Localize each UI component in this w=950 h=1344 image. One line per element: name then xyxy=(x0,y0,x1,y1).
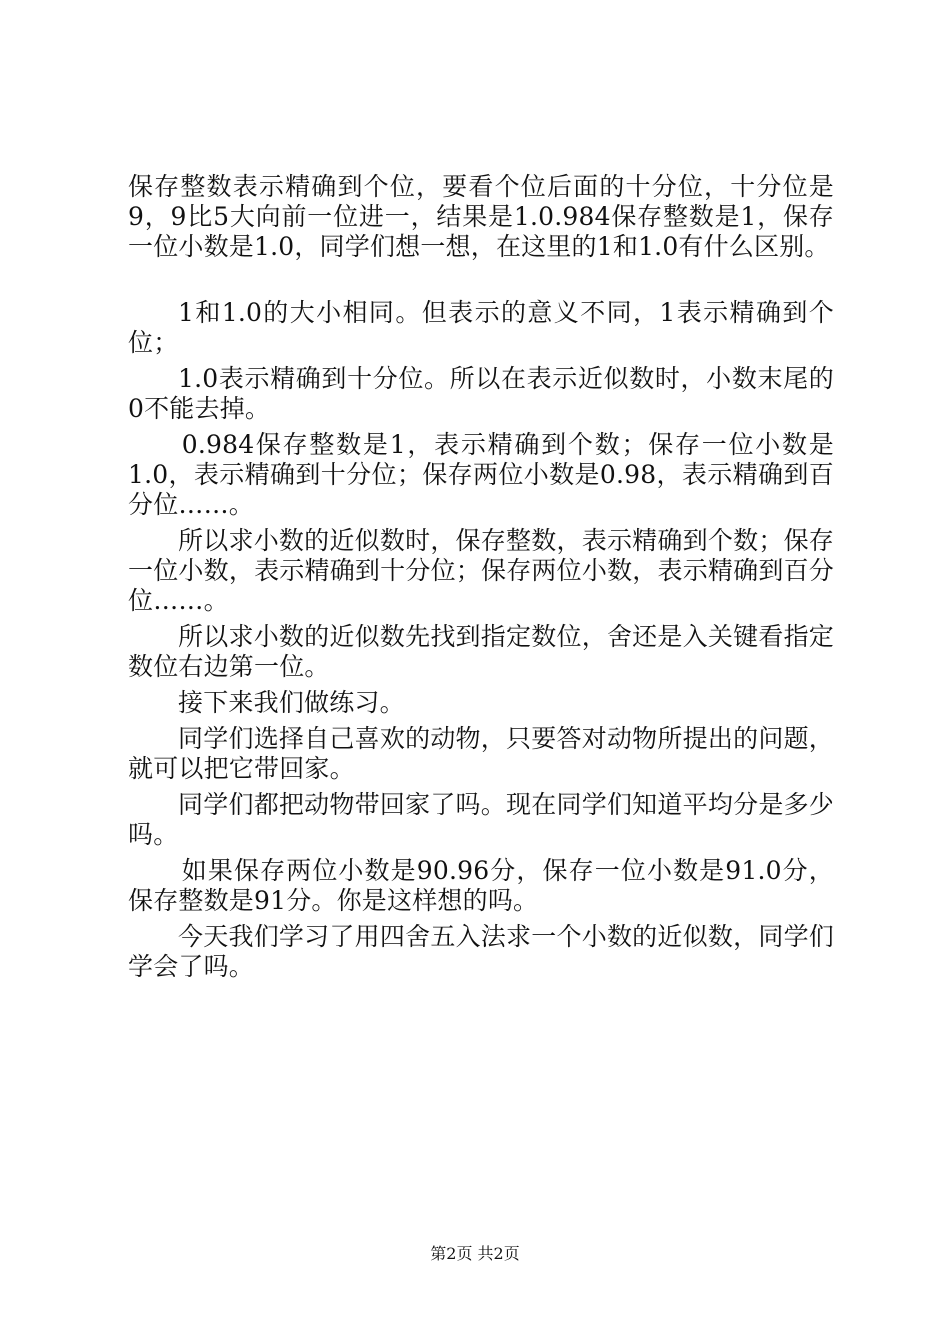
paragraph-10: 如果保存两位小数是90.96分，保存一位小数是91.0分，保存整数是91分。你是这样想的吗。 xyxy=(128,856,834,915)
page-footer: 第2页 共2页 xyxy=(430,1244,520,1263)
paragraph-7: 接下来我们做练习。 xyxy=(178,688,405,717)
paragraph-11: 今天我们学习了用四舍五入法求一个小数的近似数，同学们学会了吗。 xyxy=(128,922,834,981)
document-body xyxy=(128,172,834,988)
paragraph-2: 1和1.0的大小相同。但表示的意义不同，1表示精确到个位； xyxy=(128,298,834,357)
paragraph-6: 所以求小数的近似数先找到指定数位，舍还是入关键看指定数位右边第一位。 xyxy=(128,622,834,681)
paragraph-8: 同学们选择自己喜欢的动物，只要答对动物所提出的问题，就可以把它带回家。 xyxy=(128,724,834,783)
paragraph-1: 保存整数表示精确到个位，要看个位后面的十分位，十分位是9，9比5大向前一位进一，结果是1.0.984保存整数是1，保存一位小数是1.0，同学们想一想，在这里的1和1.0有什么区别。 xyxy=(128,172,834,261)
paragraph-9: 同学们都把动物带回家了吗。现在同学们知道平均分是多少吗。 xyxy=(128,790,834,849)
paragraph-4: 0.984保存整数是1，表示精确到个数；保存一位小数是1.0，表示精确到十分位；保存两位小数是0.98，表示精确到百分位……。 xyxy=(128,430,834,519)
paragraph-5: 所以求小数的近似数时，保存整数，表示精确到个数；保存一位小数，表示精确到十分位；保存两位小数，表示精确到百分位……。 xyxy=(128,526,834,615)
paragraph-3: 1.0表示精确到十分位。所以在表示近似数时，小数末尾的0不能去掉。 xyxy=(128,364,834,423)
